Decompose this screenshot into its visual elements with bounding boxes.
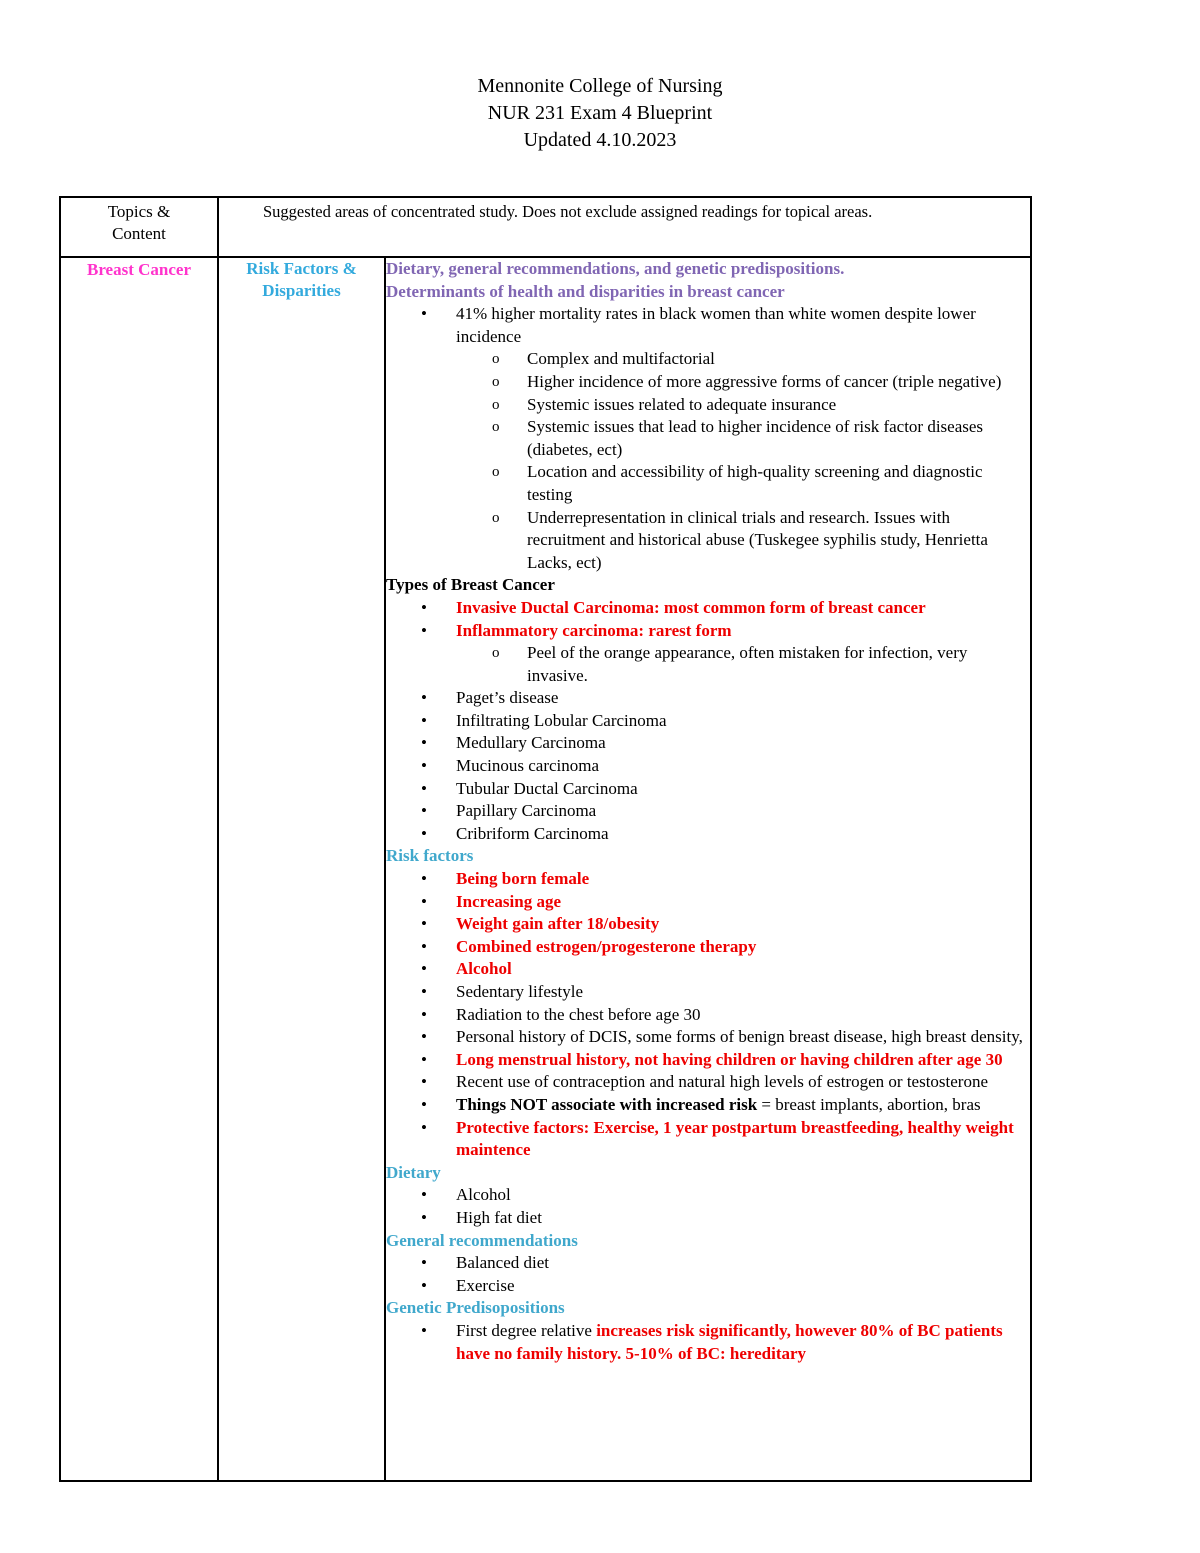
bullet-icon: • — [421, 1027, 427, 1047]
genetic-heading: Genetic Predisopositions — [386, 1298, 565, 1318]
genetic-list — [386, 1320, 1030, 1365]
updated-date: Updated 4.10.2023 — [523, 129, 677, 151]
list-item: • Cribriform Carcinoma — [456, 823, 1030, 846]
list-item: o Location and accessibility of high-quality screening and diagnostic testing — [492, 462, 983, 504]
types-plain-list — [386, 687, 1030, 845]
subtopic-label: Risk Factors & Disparities — [246, 259, 357, 300]
disparities-list — [386, 303, 1030, 574]
list-item: o Complex and multifactorial — [527, 348, 1030, 371]
list-item: • First degree relative increases risk significantly, however 80% of BC patients have no family history. 5-10% of BC: hereditary — [421, 1320, 1003, 1363]
content-cell — [385, 257, 1031, 1481]
bullet-icon: • — [421, 688, 427, 708]
list-item: • Sedentary lifestyle — [456, 981, 1030, 1004]
document-title — [0, 73, 1200, 154]
bullet-icon: • — [421, 733, 427, 753]
list-item: • Exercise — [456, 1275, 1030, 1298]
exam-title: NUR 231 Exam 4 Blueprint — [487, 102, 713, 124]
breast-cancer-row — [60, 257, 1031, 1481]
list-item: • Things NOT associate with increased risk = breast implants, abortion, bras — [456, 1094, 1030, 1117]
bullet-icon: • — [421, 982, 427, 1001]
bullet-icon: • — [421, 959, 427, 979]
bullet-icon: • — [421, 1185, 427, 1205]
bullet-icon: • — [421, 1275, 427, 1295]
list-item: o Underrepresentation in clinical trials and research. Issues with recruitment and historical abuse (Tuskegee syphilis study, Henrietta Lacks, ect) — [492, 507, 988, 572]
list-item: • Alcohol — [456, 958, 1030, 981]
list-item: • Inflammatory carcinoma: rarest form o Peel of the orange appearance, often mistaken for infection, very invasive. — [456, 620, 1030, 688]
list-item: o Higher incidence of more aggressive forms of cancer (triple negative) — [527, 371, 1030, 394]
bullet-icon: • — [421, 801, 427, 821]
types-list — [386, 597, 1030, 687]
subtopic-cell — [218, 257, 385, 1481]
table-header-row — [60, 197, 1031, 257]
list-item: • Protective factors: Exercise, 1 year postpartum breastfeeding, healthy weight maintence — [421, 1117, 1014, 1160]
bullet-icon: • — [421, 1253, 427, 1273]
list-item: • Long menstrual history, not having children or having children after age 30 — [456, 1049, 1030, 1072]
list-item: o Peel of the orange appearance, often mistaken for infection, very invasive. — [492, 643, 968, 685]
sub-bullet-icon: o — [492, 509, 500, 526]
determinants-heading: Determinants of health and disparities in breast cancer — [386, 281, 785, 301]
list-item: • Personal history of DCIS, some forms of benign breast disease, high breast density, — [456, 1026, 1030, 1049]
list-item: • Balanced diet — [456, 1252, 1030, 1275]
bullet-icon: • — [421, 936, 427, 956]
list-item: o Systemic issues related to adequate insurance — [527, 394, 1030, 417]
bullet-icon: • — [421, 1072, 427, 1092]
list-item: • Invasive Ductal Carcinoma: most common form of breast cancer — [456, 597, 1030, 620]
college-name: Mennonite College of Nursing — [477, 75, 723, 97]
list-item: • Mucinous carcinoma — [456, 755, 1030, 778]
sub-bullet-icon: o — [492, 373, 500, 390]
suggested-study-header: Suggested areas of concentrated study. Does not exclude assigned readings for topical areas. — [218, 197, 1031, 257]
list-item: • High fat diet — [456, 1207, 1030, 1230]
sub-bullet-icon: o — [492, 645, 500, 662]
risk-heading: Risk factors — [386, 846, 474, 866]
bullet-icon: • — [421, 914, 427, 934]
list-item: • Tubular Ductal Carcinoma — [456, 778, 1030, 801]
dietary-heading: Dietary — [386, 1162, 441, 1182]
bullet-icon: • — [421, 869, 427, 889]
bullet-icon: • — [421, 304, 427, 324]
bullet-icon: • — [421, 823, 427, 843]
topic-cell — [60, 257, 218, 1481]
sub-bullet-icon: o — [492, 351, 500, 368]
bullet-icon: • — [421, 1207, 427, 1227]
bullet-icon: • — [421, 891, 427, 911]
bullet-icon: • — [421, 597, 427, 617]
dietary-list — [386, 1184, 1030, 1229]
list-item: • Radiation to the chest before age 30 — [456, 1004, 1030, 1027]
bullet-icon: • — [421, 1320, 427, 1340]
bullet-icon: • — [421, 756, 427, 776]
risk-list — [386, 868, 1030, 1162]
types-heading: Types of Breast Cancer — [386, 575, 555, 595]
bullet-icon: • — [421, 1004, 427, 1024]
bullet-icon: • — [421, 1094, 427, 1114]
bullet-icon: • — [421, 620, 427, 640]
sub-bullet-icon: o — [492, 419, 500, 436]
general-recommendations-heading: General recommendations — [386, 1230, 578, 1250]
list-item: • Medullary Carcinoma — [456, 732, 1030, 755]
bullet-icon: • — [421, 710, 427, 730]
list-item: • Increasing age — [456, 891, 1030, 914]
disparities-sublist — [456, 348, 1030, 574]
list-item: • Alcohol — [456, 1184, 1030, 1207]
list-item: • Being born female — [456, 868, 1030, 891]
list-item: • Combined estrogen/progesterone therapy — [456, 936, 1030, 959]
sub-bullet-icon: o — [492, 396, 500, 413]
blueprint-table — [59, 196, 1032, 1482]
list-item: o Systemic issues that lead to higher incidence of risk factor diseases (diabetes, ect) — [492, 417, 984, 459]
intro-heading: Dietary, general recommendations, and genetic predispositions. — [386, 259, 845, 278]
list-item: • 41% higher mortality rates in black women than white women despite lower incidence o Complex and multifactorial o Higher incidence of more aggressive forms of cancer (triple negative) o Systemic issues related to adequate insurance o Systemic issues that lead to higher incidence of risk factor diseases (diabetes, ect) o Location and accessibility of high-quality screening and diagnostic testing o Underrepresentation in clinical trials and research. Issues with recruitment and historical abuse (Tuskegee syphilis study, Henrietta Lacks, ect) — [456, 303, 1030, 574]
topics-content-header: Topics & Content — [60, 197, 218, 257]
general-recommendations-list — [386, 1252, 1030, 1297]
bullet-icon: • — [421, 778, 427, 798]
bullet-icon: • — [421, 1049, 427, 1069]
sub-bullet-icon: o — [492, 464, 500, 481]
list-item: • Infiltrating Lobular Carcinoma — [456, 710, 1030, 733]
list-item: • Papillary Carcinoma — [456, 800, 1030, 823]
topic-label: Breast Cancer — [86, 260, 192, 279]
inflammatory-sublist — [456, 642, 1030, 687]
list-item: • Paget’s disease — [456, 687, 1030, 710]
bullet-icon: • — [421, 1117, 427, 1137]
list-item: • Recent use of contraception and natural high levels of estrogen or testosterone — [456, 1071, 1030, 1094]
list-item: • Weight gain after 18/obesity — [456, 913, 1030, 936]
